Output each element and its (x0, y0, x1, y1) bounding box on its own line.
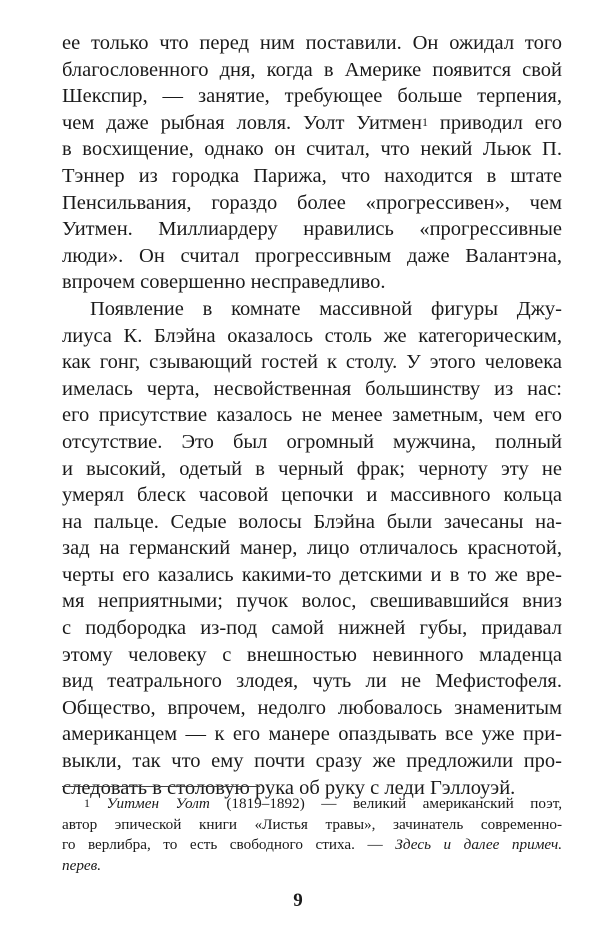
text-line: люди». Он считал прогрессивным даже Валантэна, (62, 244, 562, 267)
text-line: Общество, впрочем, недолго любовалось знаменитым (62, 696, 562, 719)
text-line: Появление в комнате массивной фигуры Джу- (90, 297, 562, 320)
text-line: Пенсильвания, гораздо более «прогрессивен», чем (62, 191, 562, 214)
text-fragment: приводил его (439, 111, 562, 134)
text-line: благословенного дня, когда в Америке появится свой (62, 58, 562, 81)
footnote-text: го верлибра, то есть свободного стиха. — (62, 836, 396, 853)
footnote-editor-note: Здесь и далее примеч. (395, 836, 562, 853)
footnote-number: 1 (84, 796, 90, 810)
text-line: американцем — к его манере опаздывать все уже при- (62, 723, 562, 746)
footnote-subject: Уитмен Уолт (106, 795, 210, 812)
page-number: 9 (293, 890, 303, 911)
body-text (62, 30, 562, 801)
text-line: умерял блеск часовой цепочки и массивного кольца (62, 484, 562, 507)
text-line: отсутствие. Это был огромный мужчина, полный (62, 430, 562, 453)
text-line: вид театрального злодея, чуть ли не Мефистофеля. (62, 670, 562, 693)
text-line: Тэннер из городка Парижа, что находится в штате (62, 164, 562, 187)
footnote-divider (62, 786, 260, 787)
text-line: следовать в столовую рука об руку с леди Гэллоуэй. (62, 776, 516, 799)
text-line: с подбородка из-под самой нижней губы, придавал (62, 617, 562, 640)
text-line: лиуса К. Блэйна оказалось столь же категорическим, (62, 324, 562, 347)
text-line: как гонг, сзывающий гостей к столу. У этого человека (62, 351, 562, 374)
footnote (62, 794, 562, 876)
text-line-with-footnote-ref (62, 110, 562, 137)
text-line: ее только что перед ним поставили. Он ожидал того (62, 32, 562, 54)
text-line: Уитмен. Миллиардеру нравились «прогрессивные (62, 218, 562, 241)
text-line: его присутствие казалось не менее заметным, чем его (62, 404, 562, 427)
text-line: этому человеку с внешностью невинного младенца (62, 643, 562, 666)
text-line: и высокий, одетый в черный фрак; черноту эту не (62, 457, 562, 480)
text-line: впрочем совершенно несправедливо. (62, 271, 386, 294)
footnote-line (62, 835, 562, 856)
text-fragment: чем даже рыбная ловля. Уолт Уитмен (62, 111, 422, 134)
text-line: на пальце. Седые волосы Блэйна были зачесаны на- (62, 510, 562, 533)
text-line: имелась черта, несвойственная большинству из нас: (62, 377, 562, 400)
text-line: мя неприятными; пучок волос, свешивавшийся вниз (62, 590, 562, 613)
text-line: зад на германский манер, лицо отличалось краснотой, (62, 537, 562, 560)
footnote-reference: 1 (421, 114, 428, 129)
text-line: в восхищение, однако он считал, что некий Льюк П. (62, 138, 562, 161)
footnote-line: автор эпической книги «Листья травы», зачинатель современно- (62, 815, 562, 833)
text-line: черты его казались какими-то детскими и в то же вре- (62, 563, 562, 586)
text-line: выкли, так что ему почти сразу же предложили про- (62, 750, 562, 773)
footnote-text: (1819–1892) — великий американский поэт, (209, 795, 563, 812)
footnote-line: перев. (62, 856, 102, 874)
footnote-line (62, 794, 562, 815)
text-line: Шекспир, — занятие, требующее больше терпения, (62, 85, 562, 108)
